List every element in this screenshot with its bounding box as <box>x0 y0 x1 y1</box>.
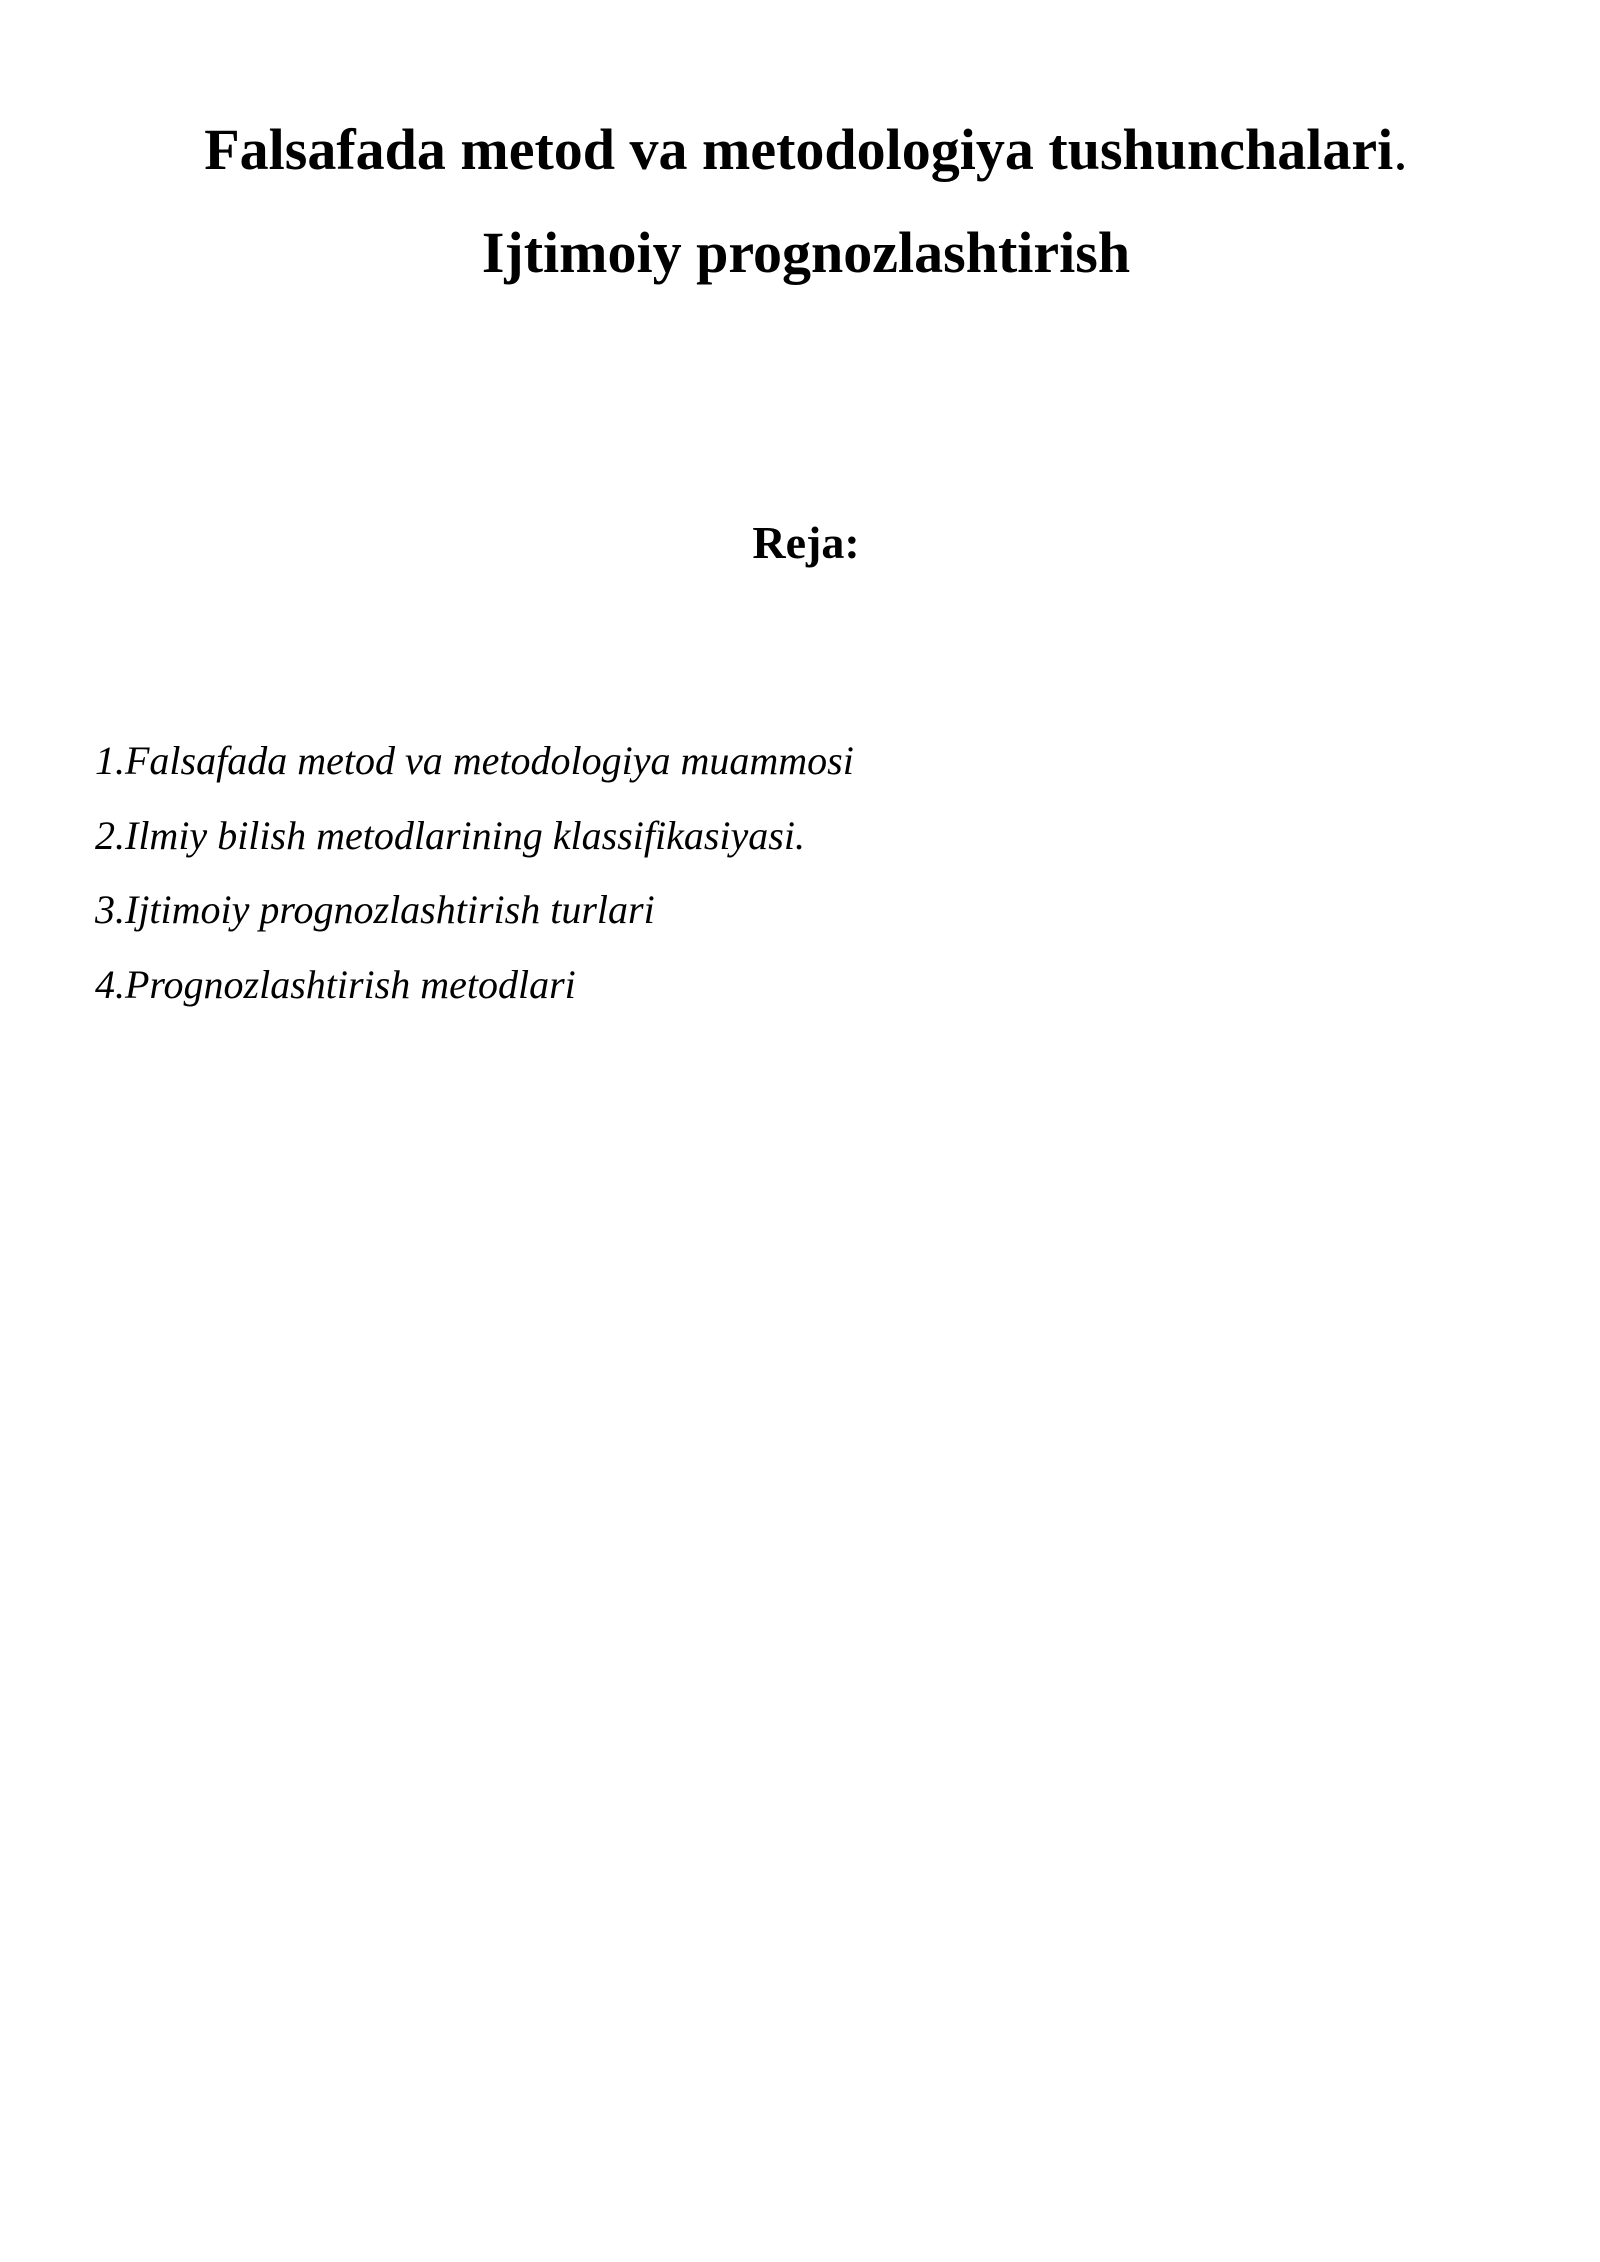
plan-item-2: 2.Ilmiy bilish metodlarining klassifikasiyasi. <box>95 812 805 858</box>
plan-item-1: 1.Falsafada metod va metodologiya muammosi <box>95 738 854 783</box>
page-subtitle: Ijtimoiy prognozlashtirish <box>481 220 1131 285</box>
page-title <box>0 115 1600 185</box>
title-line-1-text: Falsafada metod va metodologiya tushunchalari <box>204 117 1394 182</box>
plan-list <box>95 724 854 1022</box>
plan-item-3: 3.Ijtimoiy prognozlashtirish turlari <box>95 887 655 932</box>
plan-heading: Reja: <box>752 517 860 568</box>
title-line-1-period: . <box>1393 117 1408 182</box>
plan-item-4: 4.Prognozlashtirish metodlari <box>95 961 576 1007</box>
